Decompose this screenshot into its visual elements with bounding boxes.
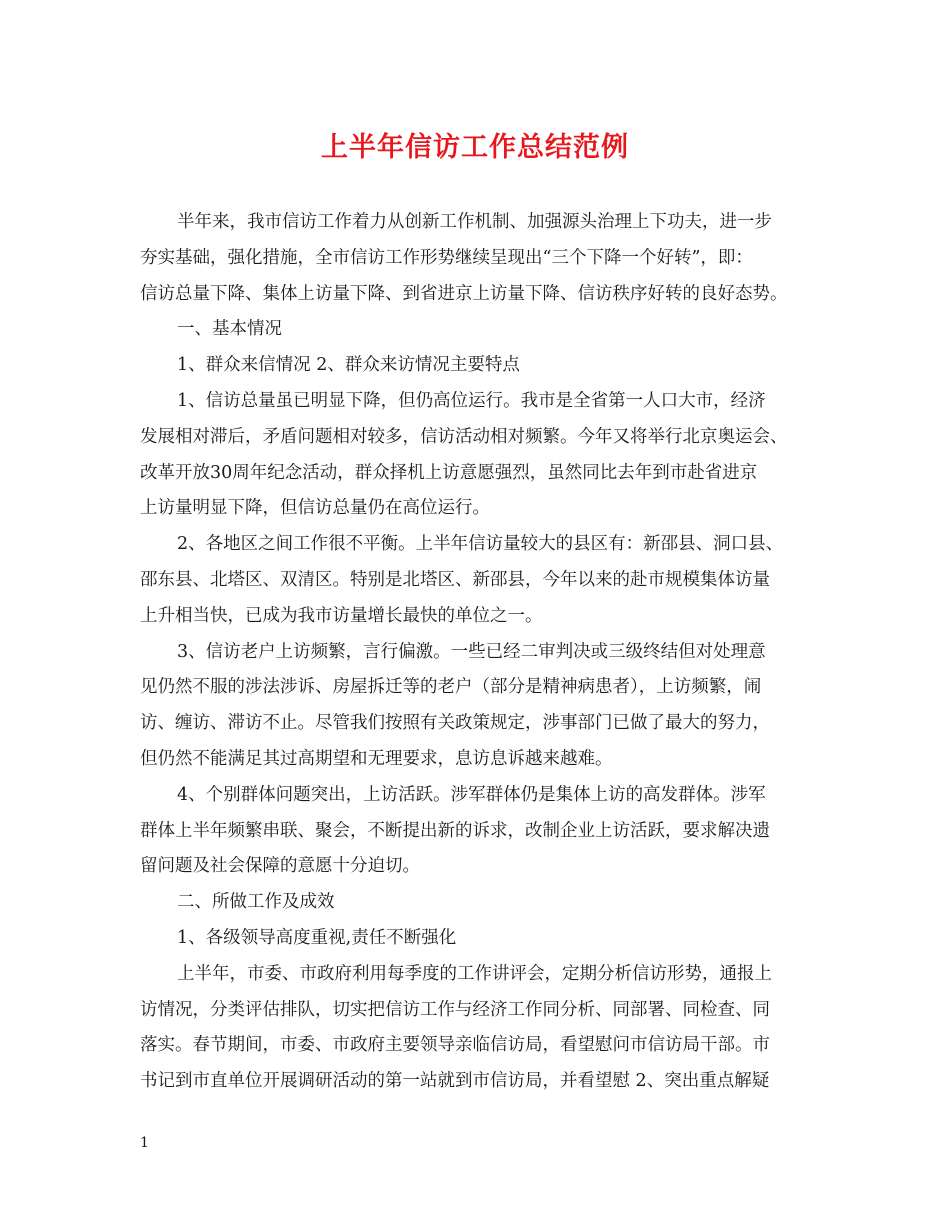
page-number: 1 xyxy=(140,1135,149,1151)
text-line: 上访量明显下降，但信访总量仍在高位运行。 xyxy=(140,498,490,519)
text-line: 一、基本情况 xyxy=(177,319,282,340)
text-line: 发展相对滞后，矛盾问题相对较多，信访活动相对频繁。今年又将举行北京奥运会、 xyxy=(140,426,788,447)
text-line: 但仍然不能满足其过高期望和无理要求，息访息诉越来越难。 xyxy=(140,748,613,769)
text-line: 二、所做工作及成效 xyxy=(177,892,335,913)
document-body xyxy=(140,205,812,1100)
text-line: 邵东县、北塔区、双清区。特别是北塔区、新邵县，今年以来的赴市规模集体访量 xyxy=(140,569,770,590)
text-line: 夯实基础，强化措施，全市信访工作形势继续呈现出“三个下降一个好转”，即： xyxy=(140,247,753,268)
text-line: 2、各地区之间工作很不平衡。上半年信访量较大的县区有：新邵县、洞口县、 xyxy=(177,534,784,555)
text-line: 半年来，我市信访工作着力从创新工作机制、加强源头治理上下功夫，进一步 xyxy=(177,212,772,232)
text-line: 上半年，市委、市政府利用每季度的工作讲评会，定期分析信访形势，通报上 xyxy=(177,963,772,984)
text-line: 1、群众来信情况 2、群众来访情况主要特点 xyxy=(177,355,520,376)
text-line: 1、信访总量虽已明显下降，但仍高位运行。我市是全省第一人口大市，经济 xyxy=(177,390,766,411)
text-line: 4、个别群体问题突出，上访活跃。涉军群体仍是集体上访的高发群体。涉军 xyxy=(177,784,766,805)
document-title: 上半年信访工作总结范例 xyxy=(321,132,629,163)
text-line: 1、各级领导高度重视,责任不断强化 xyxy=(177,927,457,948)
text-line: 上升相当快，已成为我市访量增长最快的单位之一。 xyxy=(140,605,543,626)
text-line: 3、信访老户上访频繁，言行偏激。一些已经二审判决或三级终结但对处理意 xyxy=(177,641,766,662)
text-line: 群体上半年频繁串联、聚会，不断提出新的诉求，改制企业上访活跃，要求解决遗 xyxy=(140,820,770,841)
text-line: 落实。春节期间，市委、市政府主要领导亲临信访局，看望慰问市信访局干部。市 xyxy=(140,1035,770,1056)
text-line: 见仍然不服的涉法涉诉、房屋拆迁等的老户（部分是精神病患者），上访频繁，闹 xyxy=(140,677,762,698)
text-line: 访、缠访、滞访不止。尽管我们按照有关政策规定，涉事部门已做了最大的努力， xyxy=(140,713,770,734)
text-line: 留问题及社会保障的意愿十分迫切。 xyxy=(140,856,420,877)
text-line: 改革开放30周年纪念活动，群众择机上访意愿强烈，虽然同比去年到市赴省进京 xyxy=(140,462,758,483)
text-line: 书记到市直单位开展调研活动的第一站就到市信访局，并看望慰 2、突出重点解疑 xyxy=(140,1071,770,1092)
text-line: 信访总量下降、集体上访量下降、到省进京上访量下降、信访秩序好转的良好态势。 xyxy=(140,283,788,304)
text-line: 访情况，分类评估排队，切实把信访工作与经济工作同分析、同部署、同检查、同 xyxy=(140,999,770,1020)
